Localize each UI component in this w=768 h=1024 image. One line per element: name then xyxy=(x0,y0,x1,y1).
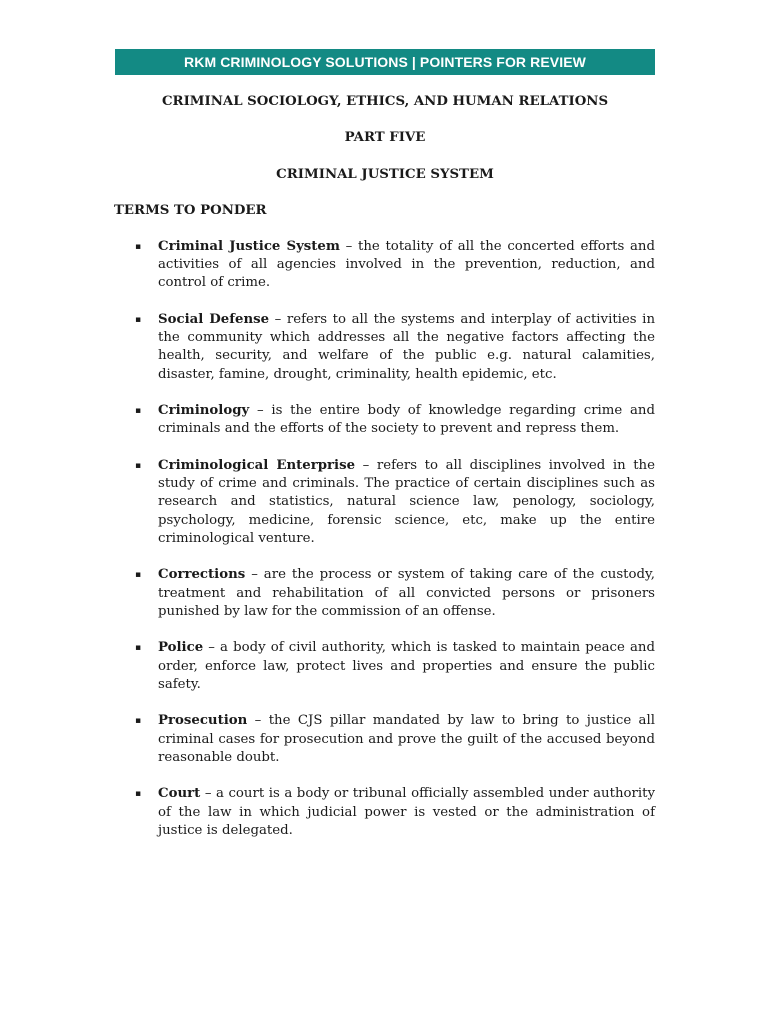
term-name: Prosecution xyxy=(158,713,248,729)
topic-title: CRIMINAL JUSTICE SYSTEM xyxy=(276,167,494,182)
term-name: Police xyxy=(158,640,204,656)
term-definition: – refers to all the systems and interplay of activities in the community which addresses all the negative factors affecting the health, security, and welfare of the public e.g. natural calamities, disaster, famine, drought, criminality, health epidemic, etc. xyxy=(158,312,656,382)
part-title: PART FIVE xyxy=(344,130,426,145)
term-item xyxy=(114,238,655,293)
term-definition: – a body of civil authority, which is tasked to maintain peace and order, enforce law, protect lives and properties and ensure the public safety. xyxy=(158,640,655,692)
term-definition: – refers to all disciplines involved in the study of crime and criminals. The practice of certain disciplines such as research and statistics, natural science law, penology, sociology, psychology, medicine, forensic science, etc, make up the entire criminological venture. xyxy=(158,458,655,546)
bullet-icon: ▪ xyxy=(135,716,142,727)
term-name: Corrections xyxy=(158,567,246,583)
bullet-icon: ▪ xyxy=(135,789,142,800)
term-name: Criminological Enterprise xyxy=(158,458,356,473)
term-item xyxy=(114,639,655,694)
section-title: TERMS TO PONDER xyxy=(114,203,267,218)
bullet-icon: ▪ xyxy=(135,570,142,581)
term-definition: – a court is a body or tribunal officially assembled under authority of the law in which judicial power is vested or the administration of justice is delegated. xyxy=(158,786,655,838)
term-item xyxy=(114,566,655,621)
term-item xyxy=(114,311,655,384)
term-definition: – is the entire body of knowledge regarding crime and criminals and the efforts of the society to prevent and repress them. xyxy=(158,403,655,437)
bullet-icon: ▪ xyxy=(135,315,142,325)
term-name: Criminology xyxy=(158,403,250,419)
terms-list xyxy=(114,238,655,858)
bullet-icon: ▪ xyxy=(135,242,142,252)
term-definition: – the CJS pillar mandated by law to bring to justice all criminal cases for prosecution and prove the guilt of the accused beyond reasonable doubt. xyxy=(158,713,655,765)
term-name: Social Defense xyxy=(158,312,270,327)
header-banner: RKM CRIMINOLOGY SOLUTIONS | POINTERS FOR REVIEW xyxy=(115,49,655,75)
bullet-icon: ▪ xyxy=(135,461,142,471)
term-item xyxy=(114,712,655,767)
term-definition: – are the process or system of taking care of the custody, treatment and rehabilitation of all convicted persons or prisoners punished by law for the commission of an offense. xyxy=(158,567,655,619)
bullet-icon: ▪ xyxy=(135,406,142,417)
term-item xyxy=(114,402,655,438)
bullet-icon: ▪ xyxy=(135,643,142,654)
term-name: Court xyxy=(158,786,201,802)
term-definition: – the totality of all the concerted efforts and activities of all agencies involved in the prevention, reduction, and control of crime. xyxy=(158,239,655,291)
term-item xyxy=(114,457,655,548)
term-name: Criminal Justice System xyxy=(158,239,340,254)
subject-title: CRIMINAL SOCIOLOGY, ETHICS, AND HUMAN RELATIONS xyxy=(161,94,609,109)
term-item xyxy=(114,785,655,840)
